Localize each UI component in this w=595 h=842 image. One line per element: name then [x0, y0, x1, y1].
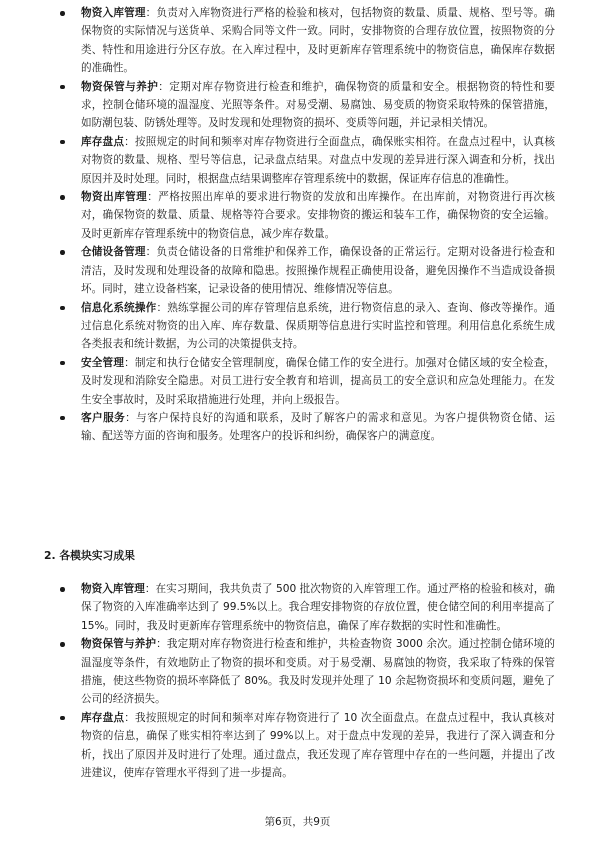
item-text: ：在实习期间，我共负责了 500 批次物资的入库管理工作。通过严格的检验和核对，确保了物资的入库准确率达到了 99.5%以上。我合理安排物资的存放位置，使仓储空间的利用率提高了 15%。同时，我及时更新库存管理系统中的物资信息，确保了库存数据的实时性和准确性。	[81, 583, 556, 632]
bullet-icon	[60, 306, 65, 311]
item-term: 库存盘点	[81, 711, 125, 724]
list-item	[0, 709, 595, 783]
item-term: 物资入库管理	[81, 7, 146, 19]
item-text: ：负责仓储设备的日常维护和保养工作，确保设备的正常运行。定期对设备进行检查和清洁，及时发现和处理设备的故障和隐患。按照操作规程正确使用设备，避免因操作不当造成设备损坏。同时，建立设备档案，记录设备的使用情况、维修情况等信息。	[81, 246, 556, 296]
bullet-icon	[60, 250, 65, 255]
list-item	[0, 4, 595, 78]
item-term: 库存盘点	[81, 135, 125, 148]
bullet-icon	[60, 140, 65, 145]
bullet-icon	[60, 195, 65, 200]
list-item	[0, 133, 595, 188]
list-item	[0, 409, 595, 446]
item-term: 物资保管与养护	[81, 80, 159, 93]
item-text: ：我按照规定的时间和频率对库存物资进行了 10 次全面盘点。在盘点过程中，我认真核对物资的信息，确保了账实相符率达到了 99%以上。对于盘点中发现的差异，我进行了深入调查和分析，找出了原因并及时进行了处理。通过盘点，我还发现了库存管理中存在的一些问题，并提出了改进建议，使库存管理水平得到了进一步提高。	[81, 711, 555, 780]
list-item	[0, 299, 595, 354]
item-text: ：制定和执行仓储安全管理制度，确保仓储工作的安全进行。加强对仓储区域的安全检查，及时发现和消除安全隐患。对员工进行安全教育和培训，提高员工的安全意识和应急处理能力。在发生安全事故时，及时采取措施进行处理，并向上级报告。	[81, 356, 555, 406]
section-heading: 2. 各模块实习成果	[44, 549, 135, 562]
item-term: 安全管理	[81, 356, 125, 369]
bullet-icon	[60, 587, 65, 592]
list-item	[0, 188, 595, 243]
results-list	[0, 580, 595, 782]
list-item	[0, 243, 595, 298]
page-footer: 第6页，共9页	[264, 816, 331, 828]
item-term: 物资出库管理	[81, 191, 148, 204]
item-text: ：负责对入库物资进行严格的检验和核对，包括物资的数量、质量、规格、型号等。确保物资的实际情况与送货单、采购合同等文件一致。同时，安排物资的合理存放位置，按照物资的分类、特性和用途进行分区存放。在入库过程中，及时更新库存管理系统中的物资信息，确保库存数据的准确性。	[81, 7, 556, 75]
bullet-icon	[60, 11, 65, 16]
item-text: ：按照规定的时间和频率对库存物资进行全面盘点，确保账实相符。在盘点过程中，认真核对物资的数量、规格、型号等信息，记录盘点结果。对盘点中发现的差异进行深入调查和分析，找出原因并及时处理。同时，根据盘点结果调整库存管理系统中的数据，保证库存信息的准确性。	[81, 135, 555, 185]
item-text: ：与客户保持良好的沟通和联系，及时了解客户的需求和意见。为客户提供物资仓储、运输、配送等方面的咨询和服务。处理客户的投诉和纠纷，确保客户的满意度。	[81, 411, 556, 443]
item-text: ：我定期对库存物资进行检查和维护，共检查物资 3000 余次。通过控制仓储环境的温湿度等条件，有效地防止了物资的损坏和变质。对于易受潮、易腐蚀的物资，我采取了特殊的保管措施，使这些物资的损坏率降低了 80%。我及时发现并处理了 10 余起物资损坏和变质问题，避免了公司的经济损失。	[81, 638, 555, 706]
list-item	[0, 78, 595, 133]
item-term: 客户服务	[81, 411, 126, 424]
duty-list	[0, 4, 595, 446]
item-text: ：严格按照出库单的要求进行物资的发放和出库操作。在出库前，对物资进行再次核对，确保物资的数量、质量、规格等符合要求。安排物资的搬运和装车工作，确保物资的安全运输。及时更新库存管理系统中的物资信息，减少库存数量。	[81, 191, 555, 240]
item-text: ：熟练掌握公司的库存管理信息系统，进行物资信息的录入、查询、修改等操作。通过信息化系统对物资的出入库、库存数量、保质期等信息进行实时监控和管理。利用信息化系统生成各类报表和统计数据，为公司的决策提供支持。	[81, 301, 556, 351]
list-item	[0, 354, 595, 409]
bullet-icon	[60, 416, 65, 421]
item-term: 物资保管与养护	[81, 638, 157, 651]
item-text: ：定期对库存物资进行检查和维护，确保物资的质量和安全。根据物资的特性和要求，控制仓储环境的温湿度、光照等条件。对易受潮、易腐蚀、易变质的物资采取特殊的保管措施，如防潮包装、防锈处理等。及时发现和处理物资的损坏、变质等问题，并记录相关情况。	[81, 80, 555, 130]
list-item	[0, 580, 595, 635]
list-item	[0, 635, 595, 709]
bullet-icon	[60, 716, 65, 721]
bullet-icon	[60, 85, 65, 90]
item-term: 信息化系统操作	[81, 301, 157, 314]
item-term: 物资入库管理	[81, 583, 145, 595]
bullet-icon	[60, 642, 65, 647]
item-term: 仓储设备管理	[81, 246, 146, 259]
bullet-icon	[60, 361, 65, 366]
